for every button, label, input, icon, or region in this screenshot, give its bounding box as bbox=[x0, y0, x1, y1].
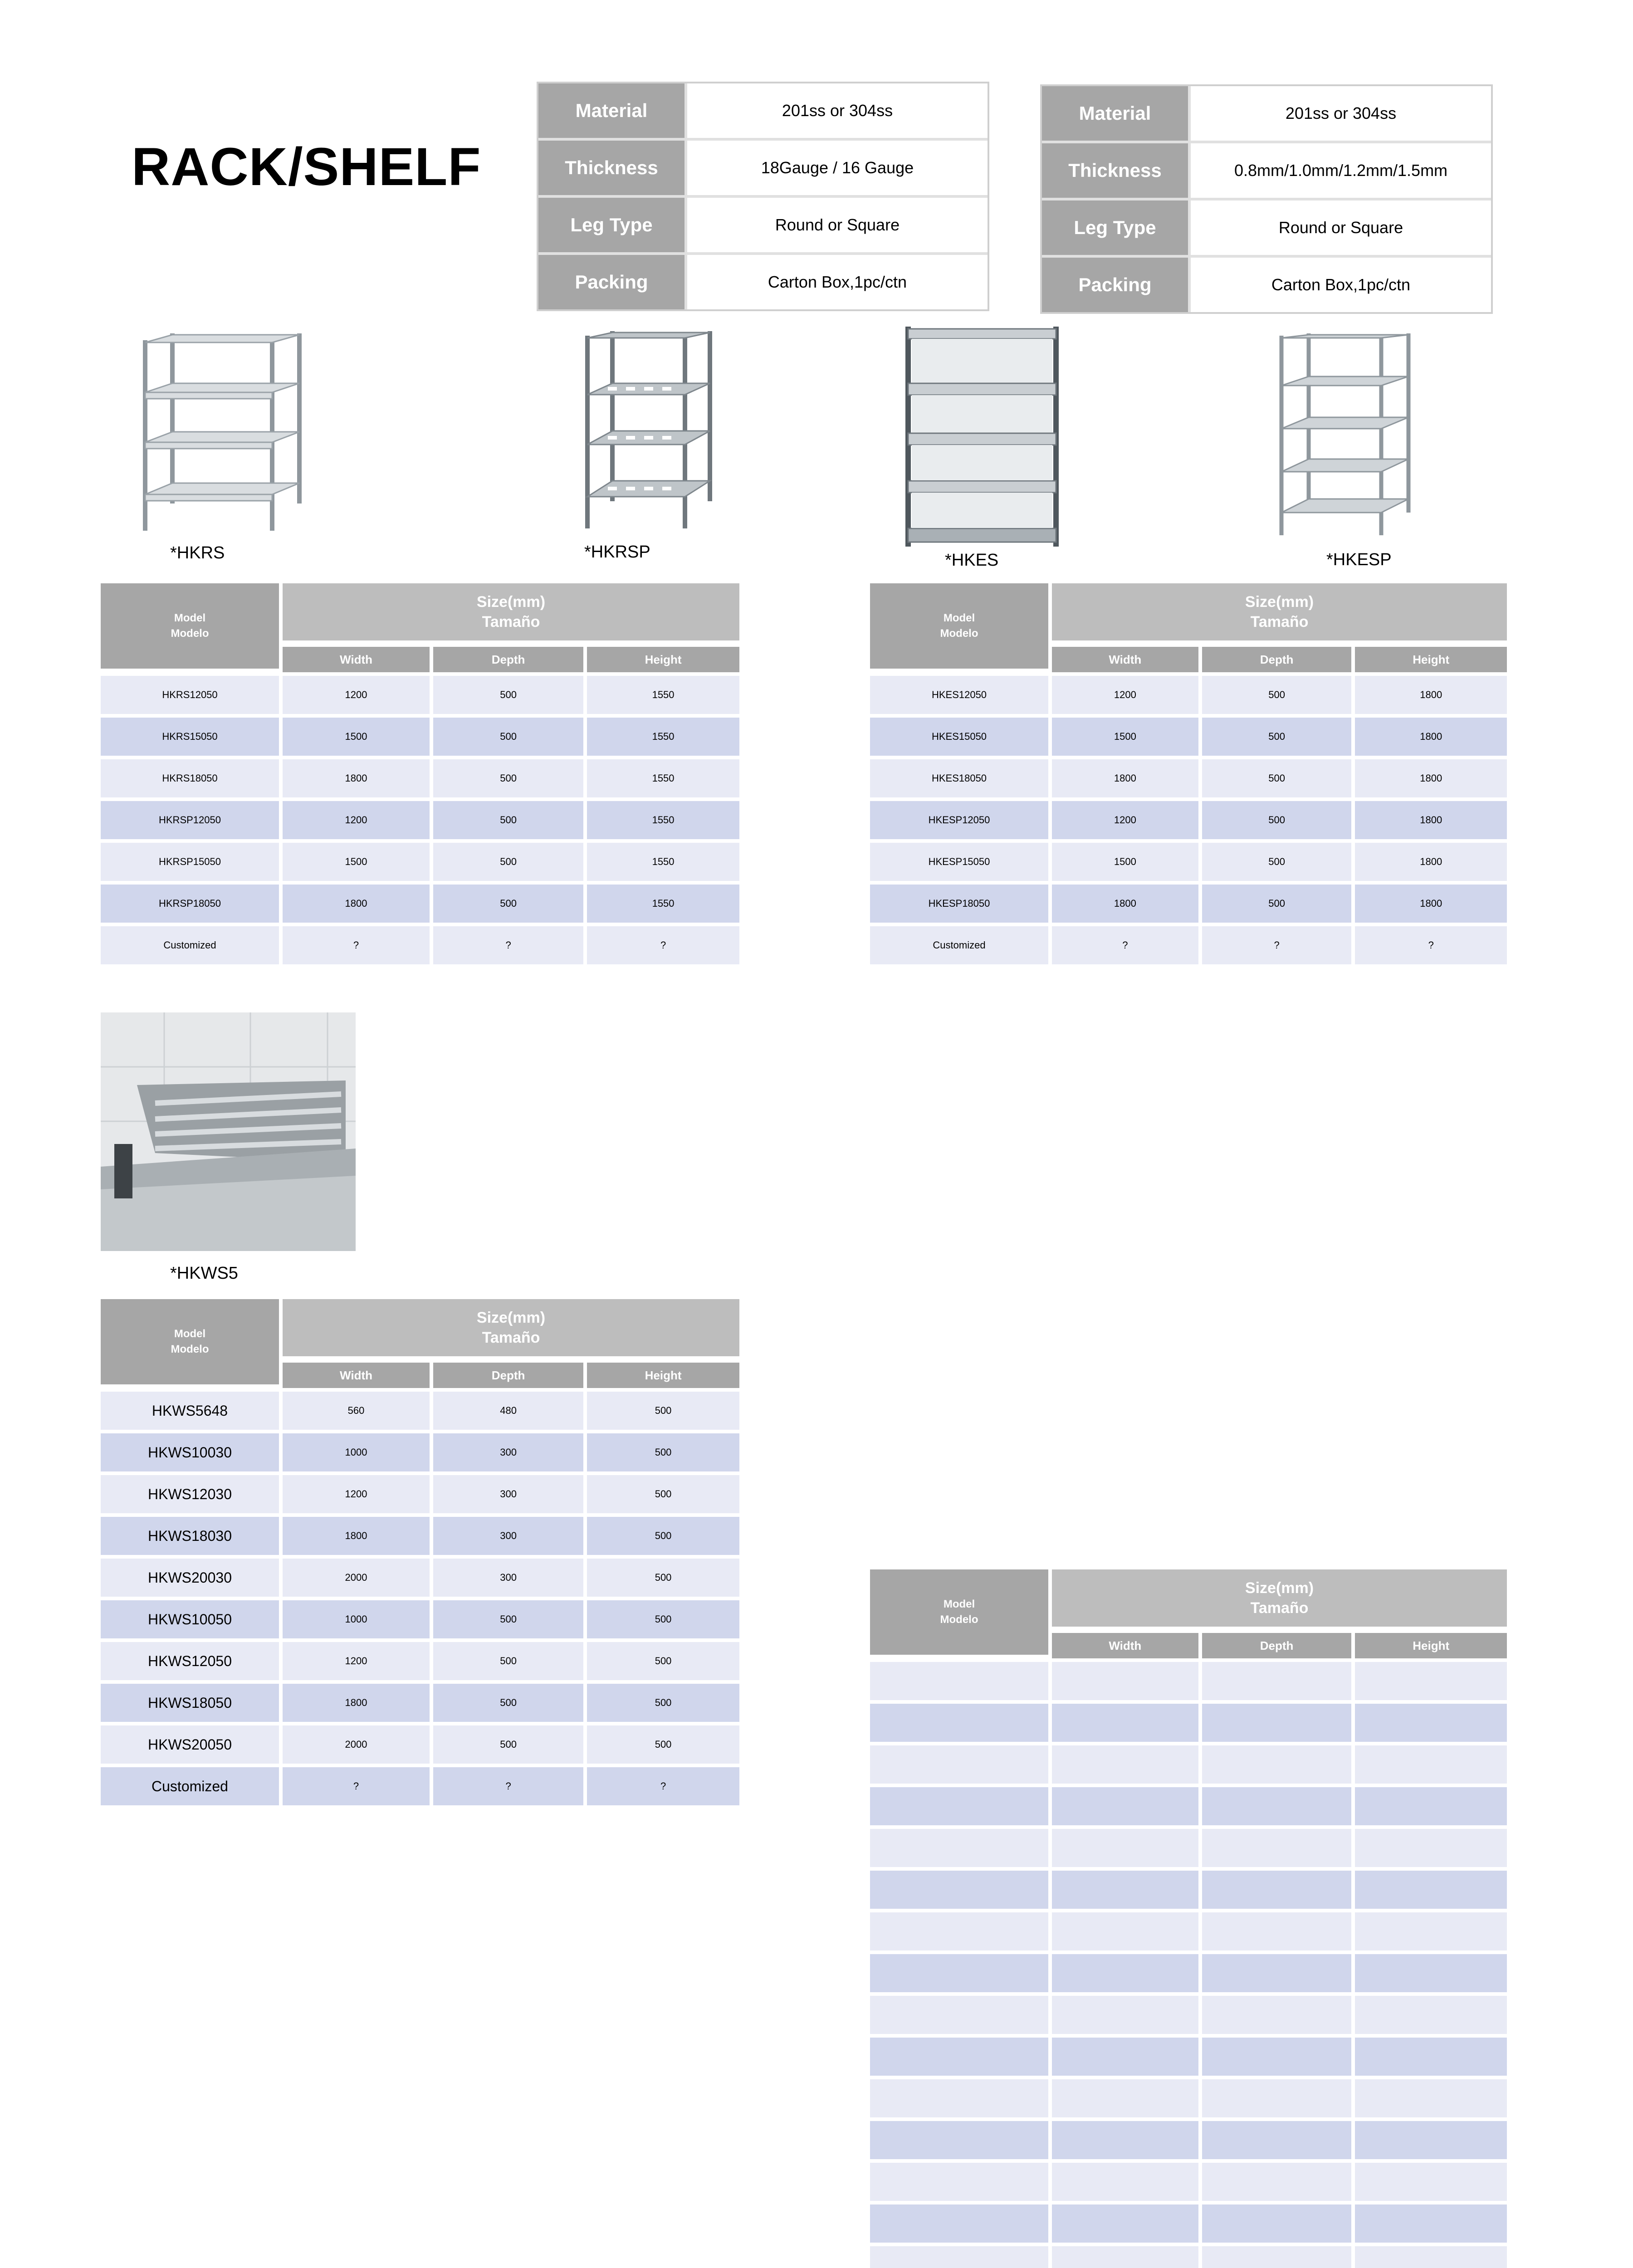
width-cell: 1200 bbox=[283, 797, 433, 839]
height-cell: 500 bbox=[587, 1513, 739, 1555]
table-row bbox=[101, 672, 739, 714]
spec-table-1 bbox=[537, 82, 989, 311]
size-label: Size(mm) bbox=[1245, 593, 1314, 611]
empty-table-row bbox=[870, 2243, 1507, 2268]
table-row bbox=[101, 839, 739, 881]
height-cell: 1550 bbox=[587, 714, 739, 756]
depth-cell: 500 bbox=[1202, 672, 1355, 714]
spec-label: Thickness bbox=[538, 141, 687, 198]
depth-cell: 500 bbox=[433, 1597, 587, 1638]
table-row bbox=[101, 1722, 739, 1764]
width-cell: 1200 bbox=[1052, 672, 1202, 714]
width-cell: 1200 bbox=[283, 1471, 433, 1513]
depth-cell: 500 bbox=[1202, 797, 1355, 839]
height-cell: 500 bbox=[587, 1638, 739, 1680]
height-cell: 500 bbox=[587, 1555, 739, 1597]
header-gap bbox=[1052, 640, 1507, 647]
spec-value: Round or Square bbox=[1191, 200, 1491, 258]
width-cell: 560 bbox=[283, 1388, 433, 1430]
depth-cell: 500 bbox=[433, 839, 587, 881]
width-column-header: Width bbox=[1052, 1633, 1202, 1658]
table-row bbox=[870, 797, 1507, 839]
header-gap bbox=[283, 1356, 739, 1363]
table-row bbox=[101, 1513, 739, 1555]
size-table-empty bbox=[870, 1569, 1507, 2268]
depth-cell: ? bbox=[433, 923, 587, 964]
table-row bbox=[870, 881, 1507, 923]
model-cell: HKRS12050 bbox=[101, 672, 283, 714]
hkws5-caption: *HKWS5 bbox=[170, 1264, 238, 1283]
width-cell: 1800 bbox=[1052, 756, 1202, 797]
model-cell: Customized bbox=[101, 1764, 283, 1805]
width-cell: 1200 bbox=[1052, 797, 1202, 839]
empty-table-row bbox=[870, 2034, 1507, 2076]
spec-value: Round or Square bbox=[687, 198, 988, 255]
model-cell: HKWS20050 bbox=[101, 1722, 283, 1764]
depth-cell: 500 bbox=[1202, 881, 1355, 923]
model-cell: HKRS15050 bbox=[101, 714, 283, 756]
height-column-header: Height bbox=[1355, 647, 1507, 672]
table-row bbox=[870, 839, 1507, 881]
table-row bbox=[101, 1597, 739, 1638]
height-cell: 1800 bbox=[1355, 672, 1507, 714]
hkrsp-shelf-image bbox=[581, 329, 717, 533]
depth-cell: 500 bbox=[433, 1638, 587, 1680]
height-cell: 1800 bbox=[1355, 839, 1507, 881]
depth-column-header: Depth bbox=[433, 647, 587, 672]
hkesp-caption: *HKESP bbox=[1326, 550, 1392, 569]
model-cell: HKES15050 bbox=[870, 714, 1052, 756]
model-cell: HKRSP18050 bbox=[101, 881, 283, 923]
depth-cell: 500 bbox=[433, 1680, 587, 1722]
depth-cell: 500 bbox=[433, 756, 587, 797]
model-cell: HKES18050 bbox=[870, 756, 1052, 797]
table-row bbox=[101, 1471, 739, 1513]
model-label: Model bbox=[174, 1328, 206, 1340]
model-cell: HKWS12030 bbox=[101, 1471, 283, 1513]
width-cell: 1800 bbox=[1052, 881, 1202, 923]
depth-cell: 500 bbox=[1202, 756, 1355, 797]
depth-cell: 500 bbox=[433, 797, 587, 839]
model-label-es: Modelo bbox=[171, 1343, 209, 1355]
empty-table-row bbox=[870, 2159, 1507, 2201]
height-column-header: Height bbox=[587, 1363, 739, 1388]
height-cell: 500 bbox=[587, 1471, 739, 1513]
model-cell: HKWS12050 bbox=[101, 1638, 283, 1680]
empty-table-row bbox=[870, 1992, 1507, 2034]
table-row bbox=[101, 1680, 739, 1722]
spec-table-2 bbox=[1040, 84, 1493, 314]
spec-label: Thickness bbox=[1042, 143, 1191, 200]
table-row bbox=[101, 714, 739, 756]
size-table-hkrs bbox=[101, 583, 739, 964]
empty-table-row bbox=[870, 1784, 1507, 1825]
width-cell: 1500 bbox=[1052, 714, 1202, 756]
model-cell: HKRS18050 bbox=[101, 756, 283, 797]
depth-cell: 300 bbox=[433, 1430, 587, 1471]
depth-cell: 300 bbox=[433, 1471, 587, 1513]
depth-cell: 500 bbox=[433, 672, 587, 714]
depth-column-header: Depth bbox=[433, 1363, 587, 1388]
spec-value: 0.8mm/1.0mm/1.2mm/1.5mm bbox=[1191, 143, 1491, 200]
model-cell: HKRSP12050 bbox=[101, 797, 283, 839]
empty-table-row bbox=[870, 1867, 1507, 1909]
empty-table-row bbox=[870, 1950, 1507, 1992]
height-cell: 1550 bbox=[587, 672, 739, 714]
table-row bbox=[101, 1555, 739, 1597]
model-cell: HKWS20030 bbox=[101, 1555, 283, 1597]
width-cell: 2000 bbox=[283, 1722, 433, 1764]
height-cell: 500 bbox=[587, 1597, 739, 1638]
depth-column-header: Depth bbox=[1202, 647, 1355, 672]
table-row bbox=[101, 923, 739, 964]
model-label-es: Modelo bbox=[940, 627, 978, 640]
table-row bbox=[870, 672, 1507, 714]
model-label-es: Modelo bbox=[940, 1613, 978, 1626]
hkws5-wall-shelf-image bbox=[101, 1012, 356, 1251]
empty-table-row bbox=[870, 1700, 1507, 1742]
height-cell: 1800 bbox=[1355, 714, 1507, 756]
width-cell: ? bbox=[283, 1764, 433, 1805]
size-label-es: Tamaño bbox=[1250, 1599, 1309, 1617]
table-row bbox=[101, 1638, 739, 1680]
depth-cell: ? bbox=[1202, 923, 1355, 964]
width-cell: 2000 bbox=[283, 1555, 433, 1597]
height-cell: 1550 bbox=[587, 756, 739, 797]
empty-table-row bbox=[870, 1909, 1507, 1950]
spec-value: 18Gauge / 16 Gauge bbox=[687, 141, 988, 198]
size-label-es: Tamaño bbox=[482, 1329, 540, 1346]
spec-value: Carton Box,1pc/ctn bbox=[1191, 258, 1491, 312]
width-cell: 1800 bbox=[283, 881, 433, 923]
height-cell: ? bbox=[587, 923, 739, 964]
height-cell: 500 bbox=[587, 1680, 739, 1722]
width-column-header: Width bbox=[283, 647, 433, 672]
height-cell: ? bbox=[1355, 923, 1507, 964]
width-column-header: Width bbox=[283, 1363, 433, 1388]
hkrs-caption: *HKRS bbox=[170, 543, 225, 562]
height-column-header: Height bbox=[1355, 1633, 1507, 1658]
table-row bbox=[870, 756, 1507, 797]
table-row bbox=[101, 1388, 739, 1430]
hkrs-shelf-image bbox=[136, 331, 304, 535]
hkrsp-caption: *HKRSP bbox=[584, 543, 650, 562]
table-row bbox=[101, 1430, 739, 1471]
spec-label: Material bbox=[538, 83, 687, 141]
depth-cell: 500 bbox=[433, 881, 587, 923]
height-cell: 1550 bbox=[587, 839, 739, 881]
empty-table-row bbox=[870, 2117, 1507, 2159]
spec-value: 201ss or 304ss bbox=[687, 83, 988, 141]
width-cell: 1800 bbox=[283, 756, 433, 797]
size-header bbox=[1052, 1569, 1507, 1627]
width-cell: 1200 bbox=[283, 1638, 433, 1680]
size-label-es: Tamaño bbox=[1250, 613, 1309, 631]
height-cell: 1550 bbox=[587, 881, 739, 923]
depth-cell: 500 bbox=[1202, 714, 1355, 756]
empty-table-row bbox=[870, 1825, 1507, 1867]
height-cell: ? bbox=[587, 1764, 739, 1805]
model-cell: HKWS5648 bbox=[101, 1388, 283, 1430]
spec-label: Leg Type bbox=[538, 198, 687, 255]
depth-cell: 480 bbox=[433, 1388, 587, 1430]
height-cell: 500 bbox=[587, 1388, 739, 1430]
width-cell: 1800 bbox=[283, 1513, 433, 1555]
empty-table-row bbox=[870, 1742, 1507, 1784]
table-row bbox=[870, 714, 1507, 756]
hkes-caption: *HKES bbox=[945, 551, 999, 570]
model-cell: HKWS10050 bbox=[101, 1597, 283, 1638]
table-row bbox=[101, 1764, 739, 1805]
depth-column-header: Depth bbox=[1202, 1633, 1355, 1658]
model-cell: HKWS18030 bbox=[101, 1513, 283, 1555]
spec-value: 201ss or 304ss bbox=[1191, 86, 1491, 143]
size-header bbox=[283, 583, 739, 640]
width-cell: 1000 bbox=[283, 1597, 433, 1638]
size-table-hkws bbox=[101, 1299, 739, 1805]
height-cell: 1800 bbox=[1355, 797, 1507, 839]
width-cell: ? bbox=[1052, 923, 1202, 964]
table-row bbox=[101, 756, 739, 797]
width-cell: 1200 bbox=[283, 672, 433, 714]
model-label: Model bbox=[943, 1598, 975, 1610]
width-cell: 1500 bbox=[283, 714, 433, 756]
spec-value: Carton Box,1pc/ctn bbox=[687, 255, 988, 309]
depth-cell: ? bbox=[433, 1764, 587, 1805]
size-label: Size(mm) bbox=[476, 1309, 546, 1326]
depth-cell: 500 bbox=[433, 714, 587, 756]
width-cell: ? bbox=[283, 923, 433, 964]
width-cell: 1800 bbox=[283, 1680, 433, 1722]
size-label-es: Tamaño bbox=[482, 613, 540, 631]
width-cell: 1000 bbox=[283, 1430, 433, 1471]
model-cell: Customized bbox=[101, 923, 283, 964]
model-header bbox=[870, 583, 1052, 672]
model-header bbox=[101, 583, 283, 672]
spec-label: Packing bbox=[538, 255, 687, 309]
depth-cell: 500 bbox=[1202, 839, 1355, 881]
height-cell: 500 bbox=[587, 1430, 739, 1471]
depth-cell: 300 bbox=[433, 1513, 587, 1555]
header-gap bbox=[283, 640, 739, 647]
height-cell: 1550 bbox=[587, 797, 739, 839]
height-cell: 1800 bbox=[1355, 756, 1507, 797]
model-cell: HKESP12050 bbox=[870, 797, 1052, 839]
empty-table-row bbox=[870, 1658, 1507, 1700]
model-cell: HKWS18050 bbox=[101, 1680, 283, 1722]
height-column-header: Height bbox=[587, 647, 739, 672]
model-cell: HKES12050 bbox=[870, 672, 1052, 714]
model-cell: HKRSP15050 bbox=[101, 839, 283, 881]
size-label: Size(mm) bbox=[476, 593, 546, 611]
width-cell: 1500 bbox=[1052, 839, 1202, 881]
size-header bbox=[1052, 583, 1507, 640]
width-cell: 1500 bbox=[283, 839, 433, 881]
hkes-shelf-image bbox=[903, 324, 1061, 551]
height-cell: 1800 bbox=[1355, 881, 1507, 923]
model-header bbox=[101, 1299, 283, 1388]
model-cell: HKESP15050 bbox=[870, 839, 1052, 881]
empty-table-row bbox=[870, 2201, 1507, 2243]
model-cell: HKESP18050 bbox=[870, 881, 1052, 923]
model-cell: HKWS10030 bbox=[101, 1430, 283, 1471]
model-label: Model bbox=[943, 612, 975, 624]
depth-cell: 300 bbox=[433, 1555, 587, 1597]
size-label: Size(mm) bbox=[1245, 1579, 1314, 1597]
height-cell: 500 bbox=[587, 1722, 739, 1764]
width-column-header: Width bbox=[1052, 647, 1202, 672]
page-title: RACK/SHELF bbox=[132, 137, 481, 197]
model-header bbox=[870, 1569, 1052, 1658]
size-table-hkes bbox=[870, 583, 1507, 964]
table-row bbox=[870, 923, 1507, 964]
spec-label: Packing bbox=[1042, 258, 1191, 312]
model-cell: Customized bbox=[870, 923, 1052, 964]
depth-cell: 500 bbox=[433, 1722, 587, 1764]
size-header bbox=[283, 1299, 739, 1356]
table-row bbox=[101, 881, 739, 923]
model-label: Model bbox=[174, 612, 206, 624]
spec-label: Leg Type bbox=[1042, 200, 1191, 258]
empty-table-row bbox=[870, 2076, 1507, 2117]
table-row bbox=[101, 797, 739, 839]
hkesp-shelf-image bbox=[1275, 331, 1415, 540]
model-label-es: Modelo bbox=[171, 627, 209, 640]
spec-label: Material bbox=[1042, 86, 1191, 143]
header-gap bbox=[1052, 1627, 1507, 1633]
